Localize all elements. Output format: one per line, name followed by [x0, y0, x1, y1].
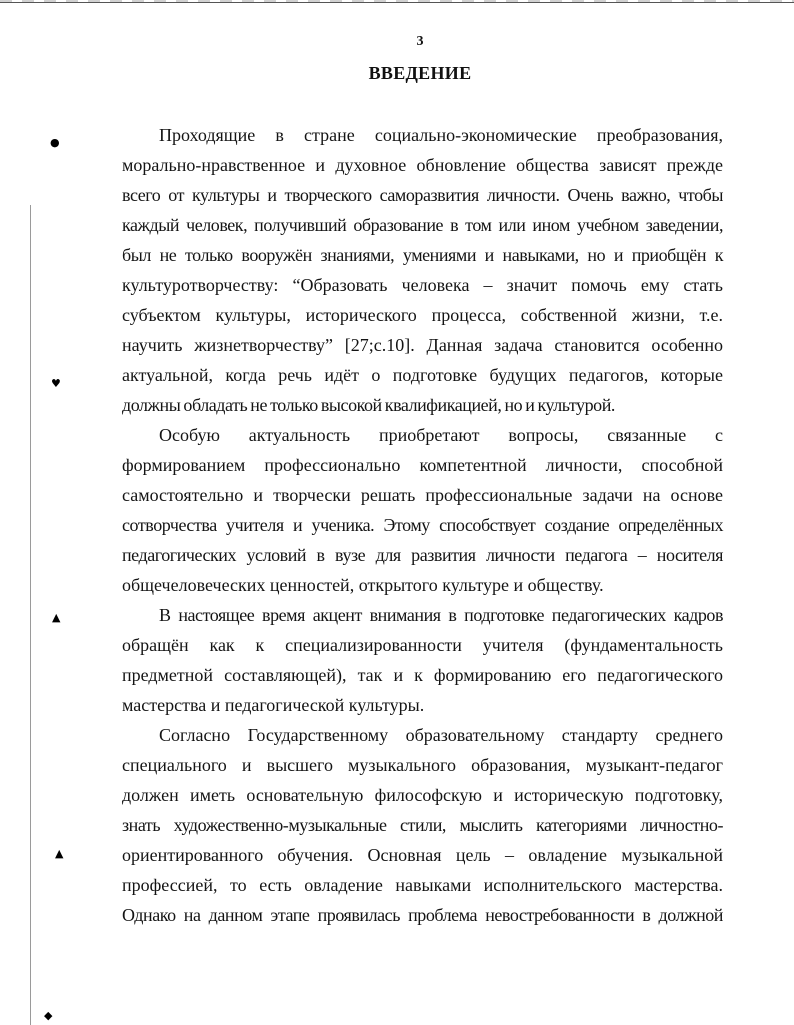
- text-line: должны обладать не только высокой квалификацией, но и культурой.: [122, 395, 615, 415]
- paragraph: [122, 600, 723, 720]
- binding-margin-line: [30, 205, 31, 1025]
- text-line: специального и высшего музыкального образования, музыкант-педагог: [122, 755, 723, 775]
- binder-hole-mark: ♥: [51, 377, 61, 390]
- paragraph: [122, 720, 723, 930]
- binder-hole-mark: ▲: [55, 847, 64, 860]
- text-line: Особую актуальность приобретают вопросы, связанные с: [159, 425, 723, 445]
- page-number: 3: [416, 34, 424, 49]
- text-line: ориентированного обучения. Основная цель – овладение музыкальной: [122, 845, 723, 865]
- text-line: сотворчества учителя и ученика. Этому способствует создание определённых: [122, 515, 723, 535]
- text-line: научить жизнетворчеству” [27;с.10]. Данная задача становится особенно: [122, 335, 723, 355]
- text-line: актуальной, когда речь идёт о подготовке будущих педагогов, которые: [122, 365, 723, 385]
- text-line: каждый человек, получивший образование в том или ином учебном заведении,: [122, 215, 723, 235]
- text-line: общечеловеческих ценностей, открытого культуре и обществу.: [122, 575, 604, 595]
- paragraph: [122, 420, 723, 600]
- binder-hole-mark: ●: [50, 136, 60, 149]
- text-line: Проходящие в стране социально-экономические преобразования,: [159, 125, 723, 145]
- text-line: морально-нравственное и духовное обновление общества зависят прежде: [122, 155, 723, 175]
- text-line: субъектом культуры, исторического процесса, собственной жизни, т.е.: [122, 305, 723, 325]
- binder-hole-mark: ◆: [44, 1009, 53, 1022]
- text-line: всего от культуры и творческого саморазвития личности. Очень важно, чтобы: [122, 185, 723, 205]
- text-line: должен иметь основательную философскую и историческую подготовку,: [122, 785, 723, 805]
- text-line: был не только вооружён знаниями, умениями и навыками, но и приобщён к: [122, 245, 723, 265]
- text-line: Однако на данном этапе проявилась проблема невостребованности в должной: [122, 905, 723, 925]
- text-line: В настоящее время акцент внимания в подготовке педагогических кадров: [159, 605, 723, 625]
- page-title: ВВЕДЕНИЕ: [368, 63, 472, 83]
- text-line: знать художественно-музыкальные стили, мыслить категориями личностно-: [122, 815, 723, 835]
- text-line: культуротворчеству: “Образовать человека – значит помочь ему стать: [122, 275, 723, 295]
- top-border-line: [0, 2, 794, 3]
- document-body: [122, 120, 723, 930]
- binder-hole-mark: ▲: [52, 611, 61, 624]
- paragraph: [122, 120, 723, 420]
- text-line: предметной составляющей), так и к формированию его педагогического: [122, 665, 723, 685]
- text-line: профессией, то есть овладение навыками исполнительского мастерства.: [122, 875, 723, 895]
- text-line: педагогических условий в вузе для развития личности педагога – носителя: [122, 545, 723, 565]
- text-line: мастерства и педагогической культуры.: [122, 695, 425, 715]
- text-line: формированием профессионально компетентной личности, способной: [122, 455, 723, 475]
- text-line: обращён как к специализированности учителя (фундаментальность: [122, 635, 723, 655]
- text-line: Согласно Государственному образовательному стандарту среднего: [159, 725, 723, 745]
- text-line: самостоятельно и творчески решать профессиональные задачи на основе: [122, 485, 723, 505]
